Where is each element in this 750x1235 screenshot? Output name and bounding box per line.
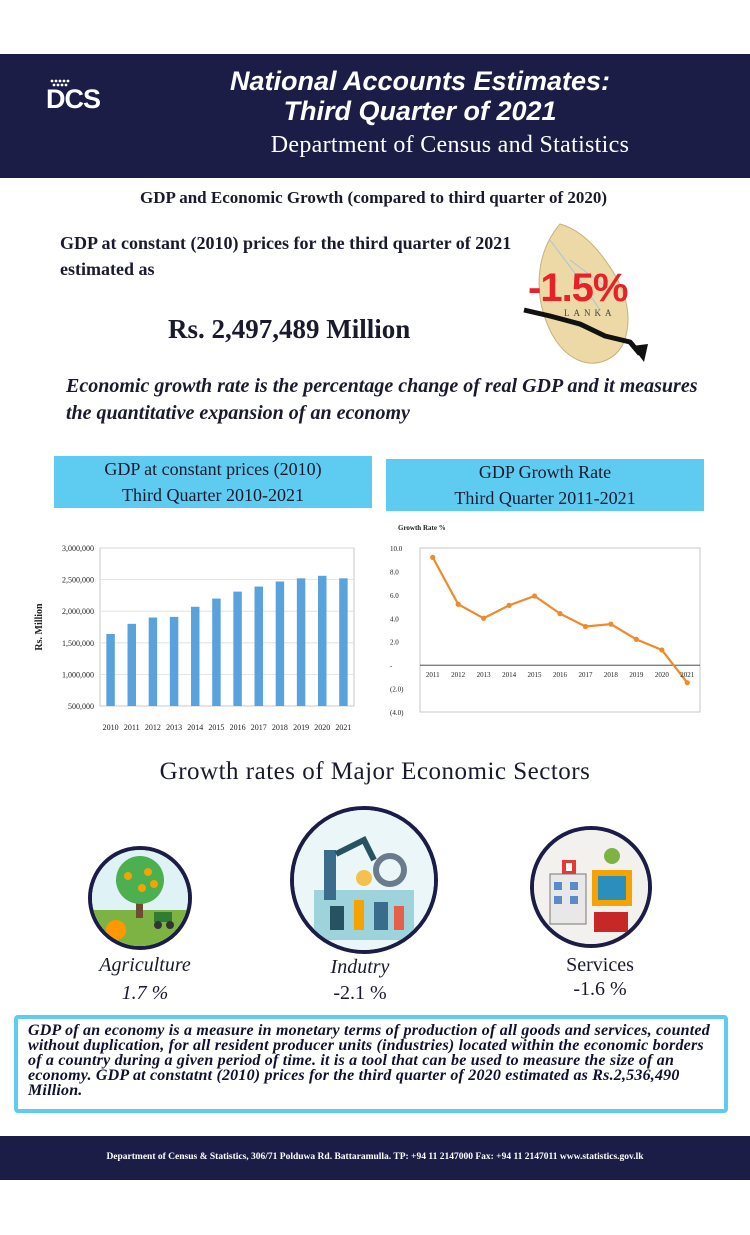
y-tick-label: 8.0 bbox=[390, 568, 399, 577]
x-tick-label: 2018 bbox=[603, 671, 618, 680]
bar-2018 bbox=[276, 581, 284, 706]
gdp-description: GDP at constant (2010) prices for the third quarter of 2021 estimated as bbox=[60, 233, 512, 279]
bar-2016 bbox=[233, 592, 241, 706]
sector-name-services: Services bbox=[566, 954, 634, 976]
department-name: Department of Census and Statistics bbox=[270, 132, 630, 158]
point-2021 bbox=[685, 680, 690, 685]
y-tick-label: 10.0 bbox=[390, 545, 403, 553]
point-2011 bbox=[430, 555, 435, 560]
map-label: LANKA bbox=[564, 308, 616, 318]
point-2017 bbox=[583, 624, 588, 629]
x-tick-label: 2012 bbox=[144, 723, 161, 732]
sector-value-services: -1.6 % bbox=[573, 978, 627, 1000]
x-tick-label: 2016 bbox=[553, 671, 567, 680]
y-tick-label: (4.0) bbox=[390, 709, 404, 717]
sector-name-agriculture: Agriculture bbox=[99, 954, 191, 976]
industry-icon bbox=[290, 806, 438, 954]
y-tick-label: 1,000,000 bbox=[62, 670, 94, 680]
point-2013 bbox=[481, 616, 486, 621]
bar-2012 bbox=[149, 618, 157, 706]
bar-2021 bbox=[339, 578, 347, 706]
section-subheading: GDP and Economic Growth (compared to third quarter of 2020) bbox=[140, 188, 608, 207]
growth-series-line bbox=[433, 557, 688, 682]
bar-2017 bbox=[255, 587, 263, 706]
y-axis-label: Growth Rate % bbox=[398, 524, 446, 532]
chart1-title-line2: Third Quarter 2010-2021 bbox=[122, 485, 304, 505]
x-tick-label: 2020 bbox=[654, 671, 669, 680]
chart1-title bbox=[54, 456, 372, 508]
gdp-amount: Rs. 2,497,489 Million bbox=[168, 314, 411, 344]
page-title-line1: National Accounts Estimates: bbox=[229, 66, 611, 96]
point-2015 bbox=[532, 593, 537, 598]
chart2-title bbox=[386, 459, 704, 511]
x-tick-label: 2019 bbox=[629, 671, 644, 680]
y-tick-label: 2,500,000 bbox=[62, 575, 94, 585]
y-tick-label: 2,000,000 bbox=[62, 607, 94, 617]
point-2020 bbox=[659, 647, 664, 652]
point-2018 bbox=[608, 622, 613, 627]
growth-rate-badge: -1.5% bbox=[528, 266, 628, 310]
x-tick-label: 2021 bbox=[680, 671, 695, 680]
point-2016 bbox=[557, 611, 562, 616]
footer-contact: Department of Census & Statistics, 306/71 Polduwa Rd. Battaramulla. TP: +94 11 2147000 Fax: +94 11 2147011 www.statistics.gov.lk bbox=[106, 1152, 644, 1162]
chart1-title-line1: GDP at constant prices (2010) bbox=[104, 459, 322, 479]
gdp-definition-box bbox=[14, 1015, 728, 1113]
point-2014 bbox=[506, 603, 511, 608]
sector-name-industry: Indutry bbox=[330, 956, 390, 978]
x-tick-label: 2019 bbox=[293, 723, 310, 732]
bar-2010 bbox=[106, 634, 114, 706]
x-tick-label: 2017 bbox=[578, 671, 593, 680]
chart2-title-line2: Third Quarter 2011-2021 bbox=[454, 488, 636, 508]
x-tick-label: 2018 bbox=[271, 723, 288, 732]
growth-line-chart bbox=[378, 518, 718, 723]
y-tick-label: 6.0 bbox=[390, 591, 399, 600]
y-tick-label: 500,000 bbox=[68, 702, 94, 711]
x-tick-label: 2011 bbox=[425, 671, 440, 680]
plot-frame bbox=[420, 548, 700, 712]
x-tick-label: 2017 bbox=[250, 723, 267, 732]
x-tick-label: 2016 bbox=[229, 723, 246, 732]
x-tick-label: 2015 bbox=[208, 723, 225, 732]
y-axis-label: Rs. Million bbox=[34, 603, 45, 651]
bar-2015 bbox=[212, 599, 220, 706]
y-tick-label: 3,000,000 bbox=[62, 544, 94, 553]
x-tick-label: 2014 bbox=[502, 671, 517, 680]
services-icon bbox=[530, 826, 652, 948]
x-tick-label: 2015 bbox=[527, 671, 542, 680]
sector-value-industry: -2.1 % bbox=[333, 982, 387, 1004]
growth-definition: Economic growth rate is the percentage change of real GDP and it measures the quantitative expansion of an economy bbox=[66, 375, 698, 424]
x-tick-label: 2021 bbox=[335, 723, 352, 732]
bar-2019 bbox=[297, 578, 305, 706]
x-tick-label: 2012 bbox=[451, 671, 466, 680]
y-tick-label: 4.0 bbox=[390, 615, 399, 624]
gdp-bar-chart bbox=[20, 530, 370, 745]
plot-frame bbox=[100, 548, 354, 706]
agriculture-icon bbox=[88, 846, 192, 950]
dcs-logo: DCS bbox=[46, 84, 101, 114]
point-2012 bbox=[456, 602, 461, 607]
bar-2011 bbox=[128, 624, 136, 706]
sectors-title: Growth rates of Major Economic Sectors bbox=[159, 758, 591, 785]
y-tick-label: (2.0) bbox=[390, 685, 404, 694]
x-tick-label: 2014 bbox=[187, 723, 204, 732]
y-tick-label: 2.0 bbox=[390, 638, 399, 647]
bar-2014 bbox=[191, 607, 199, 706]
y-tick-label: 1,500,000 bbox=[62, 638, 94, 648]
page-title-line2: Third Quarter of 2021 bbox=[283, 96, 557, 126]
x-tick-label: 2011 bbox=[123, 723, 140, 732]
x-tick-label: 2010 bbox=[102, 723, 119, 732]
y-tick-label: - bbox=[390, 662, 393, 671]
gdp-definition-text: GDP of an economy is a measure in monetary terms of production of all goods and services, counted without duplication, for all resident producer units (industries) located within the economic borders of a country during a given period of time. it is a tool that can be used to measure the size of an economy. GDP at constatnt (2010) prices for the third quarter of 2020 estimated as Rs.2,536,490 Million. bbox=[28, 1022, 710, 1099]
bar-2020 bbox=[318, 576, 326, 706]
x-tick-label: 2020 bbox=[314, 723, 331, 732]
point-2019 bbox=[634, 637, 639, 642]
x-tick-label: 2013 bbox=[166, 723, 183, 732]
sector-value-agriculture: 1.7 % bbox=[121, 982, 169, 1004]
chart2-title-line1: GDP Growth Rate bbox=[478, 462, 612, 482]
bar-2013 bbox=[170, 617, 178, 706]
x-tick-label: 2013 bbox=[476, 671, 491, 680]
